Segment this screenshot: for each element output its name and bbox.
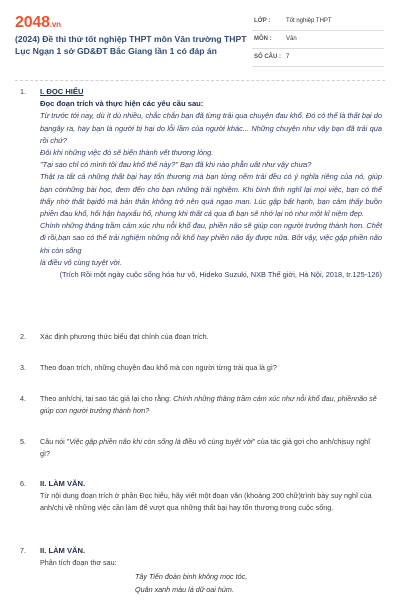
header-divider [15,80,385,81]
question-text: Theo đoạn trích, những chuyện đau khổ mà con người từng trải qua là gì? [40,363,277,372]
logo-main: 2048 [15,14,50,31]
question-text [40,436,382,460]
passage-paragraph: Chính những thăng trầm cảm xúc nhu nỗi khổ đau, phiền não sẽ giúp con người trưởng thành hơn. Chết đi rồi,bạn sao có thể trải nghiệm những nỗi khổ hay phiền não ấy được nữa. Bởi vậy, việc gặp phiền não khi còn sống [40,221,382,255]
question-text: Xác định phương thức biểu đạt chính của đoạn trích. [40,332,209,341]
passage-paragraph: Thật ra tất cả những thất bại hay tổn thương mà bạn từng nếm trải đều có ý nghĩa riêng của nó, giúp bạn cónhững bài học, đem đến cho bạn những trải nghiệm. Khi bình tĩnh nghĩ lại mọi việc, bạn có thể thấy nhờ thất bạiđó mà bản thân không trở nên quá ngạo man. Lúc gặp bất hạnh, bạn cảm thấy buồn phiền đau khổ, hối hận hayxấu hổ, nhưng khi thất cả qua đi bạn sẽ nhớ lại nó như một kỉ niệm đẹp. [40,172,382,219]
question-number: 3. [20,363,26,372]
section-title: I. ĐỌC HIỂU [40,87,84,96]
meta-row-count [252,49,384,67]
question-number: 7. [20,546,26,555]
question-text: Từ nội dung đoạn trích ở phần Đọc hiểu, hãy viết một đoạn văn (khoảng 200 chữ)trình bày suy nghĩ của anh/chị về những việc cần làm để vượt qua những thất bại hay tổn thương trong cuộc sống. [40,491,372,513]
meta-key: LỚP : [254,18,271,24]
question-tail: " của tác giả gợi cho anh/chịsuy nghĩ gì? [40,437,371,459]
question-quote: Việc gặp phiền não khi còn sống là điều vô cùng tuyệt vời [69,437,253,446]
passage-source: (Trích Rồi một ngày cuộc sống hóa hư vô, Hideko Suzuki, NXB Thế giới, Hà Nội, 2018, tr.125-126) [59,270,382,280]
meta-value: Tốt nghiệp THPT [286,18,332,24]
passage-paragraph: "Tại sao chỉ có mình tôi đau khổ thế này?" Bạn đã khi nào phẫn uất như vậy chưa? [40,160,312,170]
question-lead: Câu nói " [40,437,70,446]
section-title: II. LÀM VĂN. [40,479,86,488]
question-body [40,478,382,515]
question-lead: Theo anh/chị, tại sao tác giả lại cho rằng: [40,394,174,403]
meta-row-subject [252,31,384,49]
question-text: Phân tích đoạn thơ sau: [40,558,117,568]
reading-passage [40,110,382,269]
question-number: 2. [20,332,26,341]
question-body [40,545,382,569]
site-logo[interactable] [15,14,61,32]
question-text [40,393,382,417]
question-number: 1. [20,87,26,96]
meta-key: MÔN : [254,36,272,42]
poem-excerpt [135,570,247,596]
meta-row-class [252,13,384,31]
question-number: 6. [20,479,26,488]
passage-paragraph: Đôi khi những việc đó sẽ biến thành vết thương lòng. [40,148,214,158]
page-header [0,0,400,78]
section-title: II. LÀM VĂN. [40,546,86,555]
poem-line: Quân xanh màu lá dữ oai hùm. [135,585,234,594]
passage-paragraph: là điều vô cùng tuyệt vời. [40,257,122,267]
logo-suffix: .vn [49,20,61,29]
question-number: 5. [20,437,26,446]
question-quote: Chính những thăng trầm cảm xúc như nỗi khổ đau, phiềnnão sẽ giúp con người trưởng thành hơn? [40,394,377,416]
meta-key: SỐ CÂU : [254,54,281,60]
poem-line: Tây Tiến đoàn binh không mọc tóc, [135,572,248,581]
meta-value: 7 [286,54,290,60]
meta-value: Văn [286,36,297,42]
passage-paragraph: Từ trước tới nay, dù ít dù nhiều, chắc chắn bạn đã từng trải qua chuyện đau khổ. Đó có thể là thất bại do bạngây ra, hay bạn là người bị hại do lỗi lầm của người khác... Những chuyện như vậy bạn đã trải qua rồi chứ? [40,111,382,145]
exam-meta [252,13,384,67]
instruction-text: Đọc đoạn trích và thực hiện các yêu cầu sau: [40,99,204,109]
question-number: 4. [20,394,26,403]
exam-title: (2024) Đề thi thử tốt nghiệp THPT môn Văn trường THPT Lục Ngạn 1 sở GD&ĐT Bắc Giang lần 1 có đáp án [15,34,247,56]
